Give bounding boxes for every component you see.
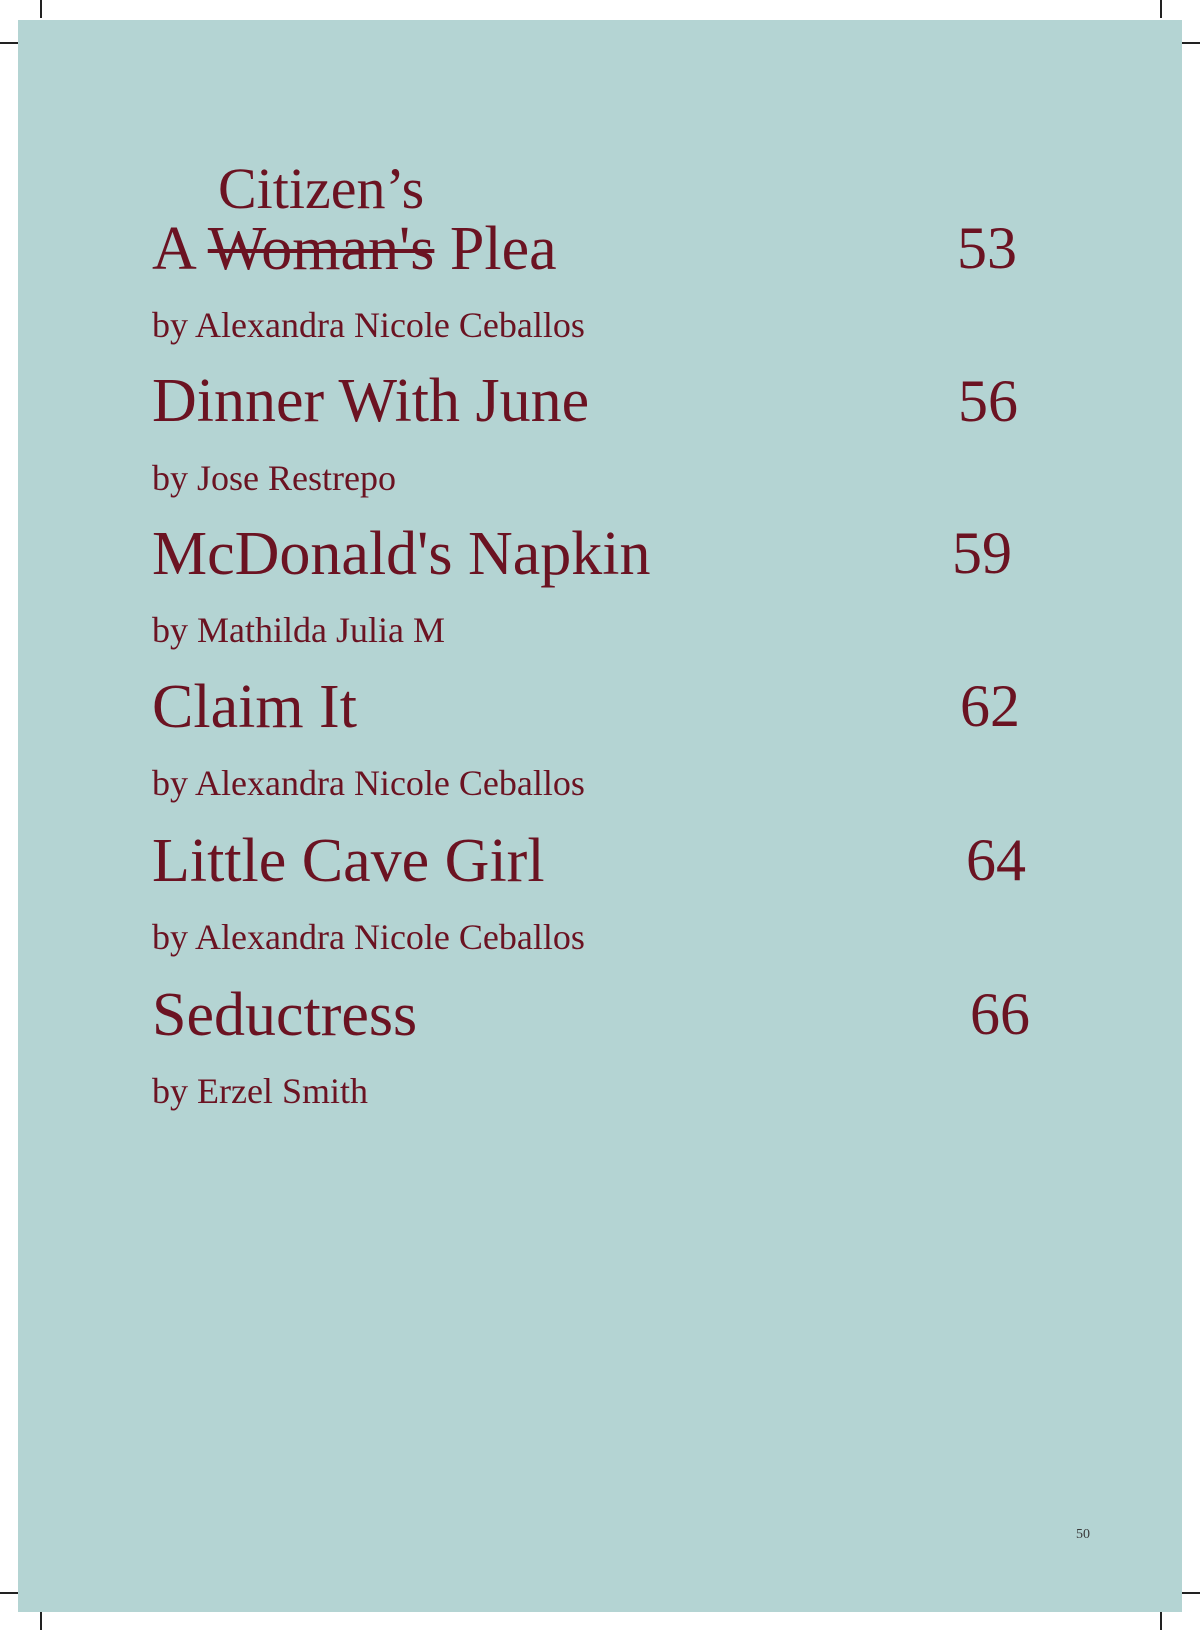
toc-entry-page-3: 59	[952, 520, 1012, 586]
crop-mark-top-right-v	[1160, 0, 1162, 18]
title-prefix: A	[152, 215, 194, 283]
toc-entry-title-5: Little Cave Girl	[152, 827, 545, 895]
toc-entry-title-2: Dinner With June	[152, 367, 590, 435]
toc-entry-page-1: 53	[957, 215, 1017, 281]
toc-entry-title-6: Seductress	[152, 981, 418, 1049]
toc-entry-page-2: 56	[958, 368, 1018, 434]
crop-mark-bottom-left-v	[40, 1612, 42, 1630]
title-suffix: Plea	[449, 215, 557, 283]
toc-entry-author-1: by Alexandra Nicole Ceballos	[152, 305, 585, 345]
toc-entry-title-4: Claim It	[152, 673, 357, 741]
crop-mark-bottom-right-v	[1160, 1612, 1162, 1630]
crop-mark-top-left-v	[40, 0, 42, 18]
toc-entry-title-1	[152, 215, 557, 283]
crop-mark-bottom-right-h	[1182, 1592, 1200, 1594]
crop-mark-top-right-h	[1182, 42, 1200, 44]
toc-entry-author-4: by Alexandra Nicole Ceballos	[152, 763, 585, 803]
toc-entry-title-3: McDonald's Napkin	[152, 520, 651, 588]
title-correction: Citizen’s	[218, 156, 425, 221]
toc-entry-author-5: by Alexandra Nicole Ceballos	[152, 917, 585, 957]
toc-entry-page-6: 66	[970, 981, 1030, 1047]
crop-mark-bottom-left-h	[0, 1592, 18, 1594]
toc-entry-author-2: by Jose Restrepo	[152, 458, 396, 498]
toc-entry-author-3: by Mathilda Julia M	[152, 610, 445, 650]
toc-entry-page-5: 64	[966, 827, 1026, 893]
toc-entry-page-4: 62	[960, 673, 1020, 739]
page-number: 50	[1076, 1527, 1090, 1542]
crop-mark-top-left-h	[0, 42, 18, 44]
title-struck-word: Woman's	[207, 215, 435, 283]
toc-entry-author-6: by Erzel Smith	[152, 1071, 368, 1111]
